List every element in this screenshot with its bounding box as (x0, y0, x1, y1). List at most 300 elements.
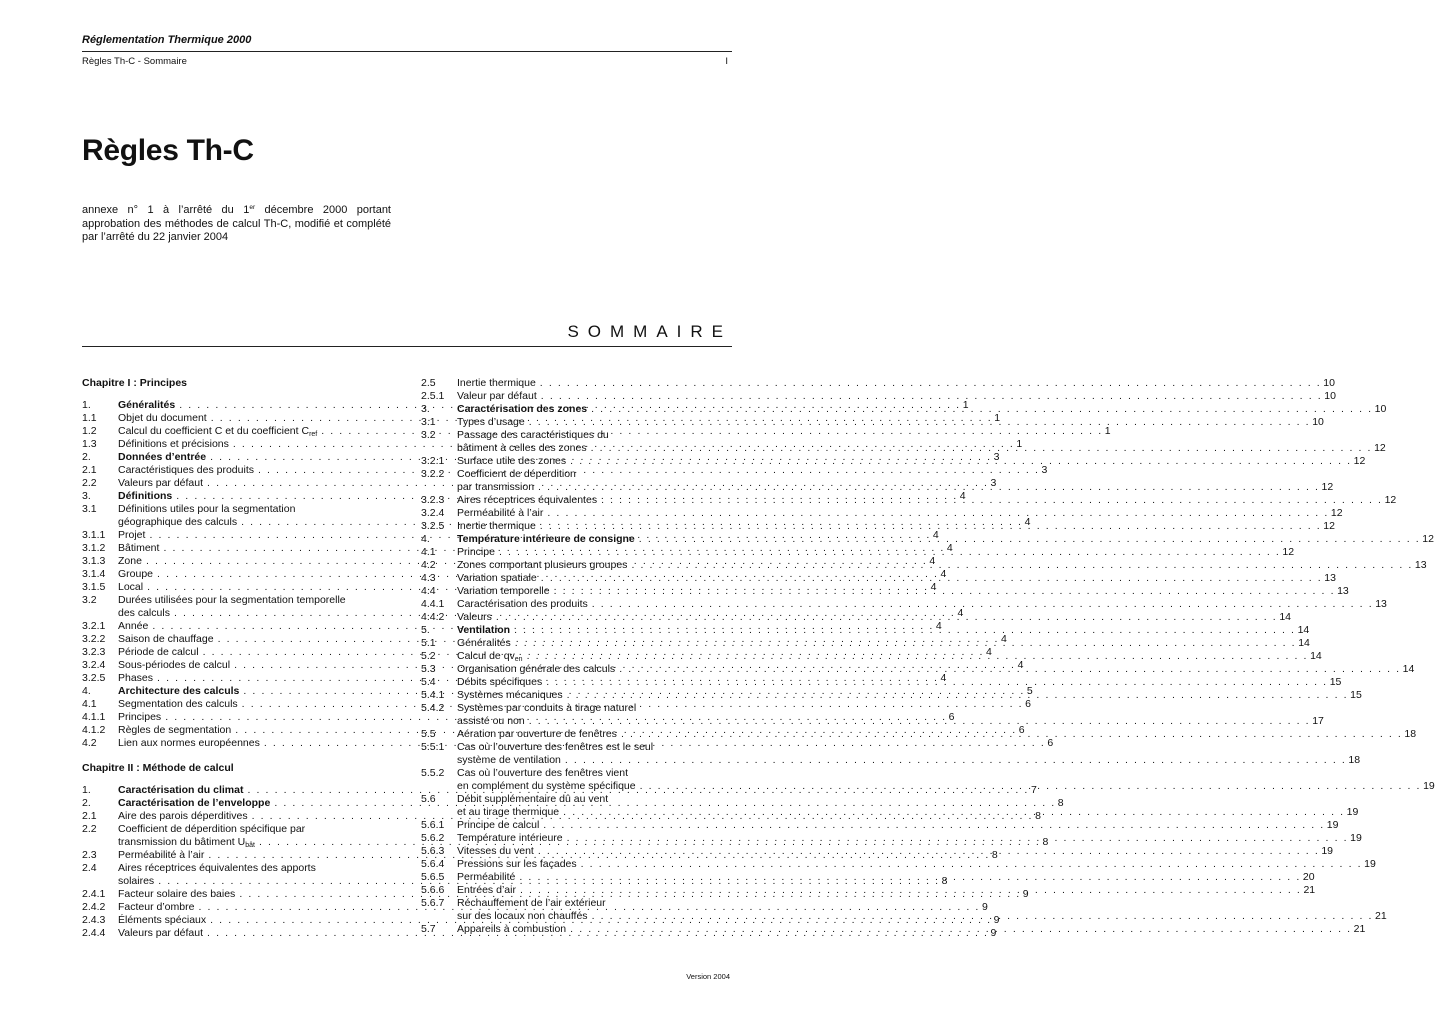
toc-entry-number (421, 442, 457, 455)
toc-leader-dots (510, 624, 1297, 637)
toc-entry-text: géographique des calculs (118, 516, 238, 528)
toc-entry-text: Pressions sur les façades (457, 858, 577, 870)
chapter-2-heading: Chapitre II : Méthode de calcul (82, 762, 234, 774)
toc-entry-text: Appareils à combustion (457, 923, 567, 935)
toc-leader-dots (492, 611, 1279, 624)
toc-entry-text: par transmission (457, 481, 535, 493)
toc-entry-label (457, 455, 566, 468)
toc-entry-number: 1.2 (82, 425, 97, 437)
toc-entry-number: 3.2.3 (421, 494, 445, 506)
toc-entry-number (82, 875, 118, 888)
toc-entry-label (457, 767, 730, 780)
toc-entry-text: Vitesses du vent (457, 845, 534, 857)
toc-entry-label (118, 823, 389, 836)
toc-entry-page: 4 (957, 607, 964, 619)
toc-entry-number: 5.6.7 (421, 897, 445, 909)
toc-entry[interactable] (421, 910, 1387, 923)
toc-entry-number: 4.1 (82, 698, 97, 710)
toc-entry-number (82, 516, 118, 529)
toc-entry[interactable] (421, 806, 1359, 819)
toc-entry-number: 2.4.3 (82, 914, 106, 926)
toc-entry-label (118, 529, 145, 542)
toc-entry-text: Généralités (457, 637, 511, 649)
toc-entry-label (118, 797, 270, 810)
toc-entry-label (118, 451, 206, 464)
toc-entry[interactable] (421, 689, 1362, 702)
toc-entry-text: Architecture des calculs (118, 685, 240, 697)
toc-entry-label (457, 377, 536, 390)
toc-entry-text: Température intérieure (457, 832, 563, 844)
toc-leader-dots (516, 884, 1303, 897)
toc-entry-number: 2.4.1 (82, 888, 106, 900)
toc-entry-text: Principe (457, 546, 495, 558)
toc-entry-label (457, 923, 566, 936)
toc-entry-label (457, 520, 536, 533)
toc-entry[interactable] (421, 455, 1366, 468)
toc-entry-label (457, 754, 561, 767)
toc-entry-label (457, 468, 730, 481)
toc-entry[interactable] (421, 585, 1349, 598)
intro-superscript: er (249, 204, 256, 211)
toc-entry-text: Types d’usage (457, 416, 525, 428)
toc-entry-number: 3.2.1 (82, 620, 106, 632)
chapter-1-heading: Chapitre I : Principes (82, 377, 188, 389)
toc-entry-label (118, 646, 199, 659)
toc-entry[interactable] (421, 728, 1417, 741)
toc-entry[interactable] (421, 559, 1427, 572)
toc-entry[interactable] (421, 481, 1334, 494)
toc-entry-label (457, 832, 563, 845)
toc-entry[interactable] (421, 676, 1342, 689)
toc-entry-page: 19 (1326, 819, 1339, 831)
toc-entry-page: 4 (1001, 633, 1007, 645)
toc-entry[interactable] (421, 663, 1415, 676)
toc-entry-page: 10 (1312, 416, 1324, 428)
toc-entry-label (118, 724, 231, 737)
toc-entry-number: 3.2.2 (421, 468, 445, 480)
toc-entry-text: Température intérieure de consigne (457, 533, 635, 545)
toc-entry-label (457, 910, 588, 923)
toc-entry-text: Systèmes par conduits à tirage naturel (457, 702, 637, 714)
toc-entry-label (457, 819, 539, 832)
toc-entry-number: 3.2.2 (82, 633, 106, 645)
toc-entry-label (457, 416, 525, 429)
toc-entry-text: Local (118, 581, 144, 593)
document-title: Règles Th-C (82, 134, 254, 167)
toc-entry-number: 5.1 (421, 637, 436, 649)
toc-entry-text: Aires réceptrices équivalentes (457, 494, 598, 506)
toc-entry-page: 19 (1346, 806, 1359, 818)
toc-entry[interactable] (82, 823, 389, 836)
toc-entry-text: Données d’entrée (118, 451, 207, 463)
toc-list-continued (421, 377, 1435, 936)
toc-entry[interactable] (421, 897, 730, 910)
toc-entry-number: 5.5.1 (421, 741, 445, 753)
toc-leader-dots (588, 598, 1375, 611)
toc-entry-text: Valeurs (457, 611, 492, 623)
toc-leader-dots (559, 806, 1346, 819)
toc-entry-label (118, 888, 235, 901)
toc-entry-number: 2.5.1 (421, 390, 445, 402)
toc-leader-dots (539, 819, 1326, 832)
toc-entry-label (118, 490, 172, 503)
toc-entry-page: 21 (1303, 884, 1316, 896)
toc-entry[interactable] (421, 767, 730, 780)
toc-entry-page: 21 (1353, 923, 1366, 935)
toc-entry-text: Valeurs par défaut (118, 477, 204, 489)
toc-entry-label (457, 611, 492, 624)
toc-entry[interactable] (421, 832, 1362, 845)
toc-leader-dots (561, 754, 1348, 767)
toc-entry-number: 4. (82, 685, 91, 697)
toc-entry-label (457, 676, 542, 689)
toc-entry-text: Caractérisation des produits (457, 598, 588, 610)
toc-entry-number (421, 780, 457, 793)
toc-entry-page: 9 (993, 914, 1000, 926)
version-footer: Version 2004 (686, 972, 730, 981)
toc-entry-page: 6 (1018, 724, 1025, 736)
toc-entry-text: Organisation générale des calculs (457, 663, 616, 675)
header-rule (82, 51, 732, 52)
toc-leader-dots (536, 520, 1323, 533)
toc-entry-number (421, 806, 457, 819)
toc-entry-page: 3 (990, 477, 997, 489)
toc-entry-page: 10 (1374, 403, 1387, 415)
toc-entry-page: 15 (1350, 689, 1362, 701)
toc-entry-label (118, 503, 389, 516)
toc-entry-text: Caractéristiques des produits (118, 464, 254, 476)
toc-entry-number: 1.1 (82, 412, 97, 424)
toc-leader-dots (515, 871, 1302, 884)
toc-entry-label (457, 403, 587, 416)
toc-entry[interactable] (421, 871, 1315, 884)
toc-entry-text: Ventilation (457, 624, 511, 636)
toc-entry-page: 8 (991, 849, 998, 861)
toc-entry-label (118, 581, 143, 594)
toc-entry-text: Zones comportant plusieurs groupes (457, 559, 628, 571)
toc-entry-page: 9 (990, 927, 997, 939)
toc-entry-label (118, 464, 254, 477)
running-header-title: Réglementation Thermique 2000 (82, 34, 252, 46)
toc-entry-text: Caractérisation du climat (118, 784, 244, 796)
toc-entry-label (457, 494, 597, 507)
toc-leader-dots (597, 494, 1384, 507)
toc-entry-label (457, 390, 537, 403)
toc-entry-text: Aération par ouverture de fenêtres (457, 728, 617, 740)
toc-entry-number: 4.1.2 (82, 724, 106, 736)
toc-entry-page: 15 (1329, 676, 1342, 688)
toc-entry-page: 4 (986, 646, 992, 658)
toc-entry-page: 1 (1104, 425, 1111, 437)
toc-entry-number: 4.2 (421, 559, 436, 571)
toc-entry-page: 9 (1022, 888, 1029, 900)
toc-entry-page: 3 (1041, 464, 1048, 476)
toc-entry-text: Facteur d’ombre (118, 901, 195, 913)
toc-entry-number: 2.3 (82, 849, 97, 861)
toc-right-column (421, 377, 1435, 936)
toc-entry-text: système de ventilation (457, 754, 561, 766)
toc-entry[interactable] (421, 754, 1361, 767)
toc-entry[interactable] (421, 819, 1339, 832)
toc-entry-text: bâtiment à celles des zones (457, 442, 587, 454)
toc-entry-number: 3.1 (82, 503, 97, 515)
toc-entry-number: 1. (82, 784, 91, 796)
toc-entry-page: 14 (1297, 624, 1310, 636)
toc-entry[interactable] (421, 650, 1322, 663)
toc-entry-text: Perméabilité à l’air (457, 507, 544, 519)
toc-entry[interactable] (421, 715, 1324, 728)
toc-leader-dots (587, 442, 1374, 455)
toc-entry-text: Zone (118, 555, 142, 567)
toc-entry-number (421, 715, 457, 728)
toc-entry-label (457, 689, 563, 702)
toc-entry-label (118, 477, 203, 490)
toc-leader-dots (627, 559, 1414, 572)
toc-entry[interactable] (421, 793, 730, 806)
toc-entry-number: 3.2.4 (82, 659, 106, 671)
toc-leader-dots (550, 585, 1337, 598)
toc-entry[interactable] (421, 702, 730, 715)
toc-entry[interactable] (82, 503, 389, 516)
toc-entry-number: 2.4.4 (82, 927, 106, 939)
toc-entry-number: 4.4.2 (421, 611, 445, 623)
toc-entry-page: 12 (1330, 507, 1343, 519)
toc-entry-label (118, 672, 153, 685)
toc-entry-text: en complément du système spécifique (457, 780, 636, 792)
toc-entry-label (118, 784, 243, 797)
sommaire-rule (82, 346, 732, 347)
toc-entry-text: Perméabilité (457, 871, 516, 883)
toc-entry-number: 3. (82, 490, 91, 502)
toc-entry-page: 1 (962, 399, 969, 411)
toc-entry[interactable] (82, 594, 389, 607)
toc-entry-label (118, 737, 260, 750)
toc-entry-number (82, 607, 118, 620)
toc-entry[interactable] (82, 862, 389, 875)
toc-entry-text: transmission du bâtiment U (118, 836, 246, 848)
toc-entry-label (457, 624, 510, 637)
toc-entry[interactable] (421, 416, 1324, 429)
toc-entry[interactable] (421, 572, 1336, 585)
toc-entry-page: 4 (940, 568, 947, 580)
toc-entry[interactable] (421, 611, 1291, 624)
toc-entry-label (457, 650, 523, 663)
toc-entry[interactable] (421, 494, 1397, 507)
toc-entry-number: 2.5 (421, 377, 436, 389)
toc-entry-page: 5 (1026, 685, 1033, 697)
toc-entry-page: 19 (1423, 780, 1435, 792)
toc-leader-dots (537, 572, 1324, 585)
toc-entry-page: 8 (1042, 836, 1049, 848)
toc-entry-text: sur des locaux non chauffés (457, 910, 588, 922)
toc-leader-dots (523, 650, 1310, 663)
toc-entry-number: 5.5 (421, 728, 436, 740)
toc-entry-label (118, 810, 248, 823)
toc-entry-label (118, 927, 203, 940)
toc-entry-number: 3.2.3 (82, 646, 106, 658)
toc-leader-dots (635, 533, 1422, 546)
toc-entry[interactable] (421, 429, 730, 442)
toc-entry[interactable] (421, 923, 1366, 936)
toc-entry-text: et au tirage thermique (457, 806, 560, 818)
toc-entry-label (457, 637, 511, 650)
toc-entry-label (457, 728, 617, 741)
toc-entry[interactable] (421, 546, 1295, 559)
toc-entry-page: 14 (1402, 663, 1415, 675)
toc-entry-label (457, 585, 550, 598)
toc-entry-subscript: ref (309, 431, 318, 438)
toc-entry-page: 4 (930, 581, 937, 593)
toc-leader-dots (534, 845, 1321, 858)
toc-entry-label (118, 698, 238, 711)
toc-entry[interactable] (421, 403, 1387, 416)
toc-entry-number (421, 754, 457, 767)
toc-entry-text: Bâtiment (118, 542, 160, 554)
toc-entry-number: 4.4 (421, 585, 436, 597)
toc-entry-text: Principes (118, 711, 162, 723)
toc-entry-page: 4 (940, 672, 947, 684)
toc-entry[interactable] (421, 533, 1434, 546)
toc-entry[interactable] (421, 442, 1386, 455)
toc-entry-page: 12 (1422, 533, 1434, 545)
toc-entry-text: Définitions et précisions (118, 438, 229, 450)
toc-entry-number: 4.1 (421, 546, 436, 558)
toc-entry-text: Coefficient de déperdition spécifique par (118, 823, 306, 835)
document-intro (82, 204, 391, 245)
toc-entry-number: 5.3 (421, 663, 436, 675)
toc-entry-label (457, 702, 730, 715)
toc-entry-number: 3.2.5 (82, 672, 106, 684)
toc-entry-label (457, 546, 495, 559)
toc-entry-label (457, 897, 730, 910)
toc-entry-label (118, 516, 237, 529)
toc-entry[interactable] (421, 858, 1376, 871)
toc-entry-page: 1 (994, 412, 1001, 424)
toc-entry-label (457, 559, 627, 572)
toc-entry-number: 5.6 (421, 793, 436, 805)
toc-entry-page: 9 (981, 901, 988, 913)
toc-leader-dots (511, 637, 1298, 650)
toc-entry-page: 10 (1323, 377, 1335, 389)
toc-entry-number: 3.2 (82, 594, 97, 606)
toc-entry-page: 17 (1312, 715, 1324, 727)
toc-entry-label (118, 555, 142, 568)
toc-entry[interactable] (421, 377, 1335, 390)
toc-entry[interactable] (421, 637, 1310, 650)
toc-entry-page: 14 (1279, 611, 1291, 623)
toc-entry-text: Facteur solaire des baies (118, 888, 236, 900)
intro-text-b: décembre 2000 portant approbation des méthodes de calcul Th-C, modifié et complété par l’arrêté du 22 janvier 2004 (82, 204, 391, 243)
toc-entry-number: 3.1.2 (82, 542, 106, 554)
toc-entry-page: 14 (1298, 637, 1310, 649)
toc-entry-label (457, 481, 534, 494)
toc-entry-text: Débits spécifiques (457, 676, 543, 688)
toc-entry[interactable] (421, 507, 1343, 520)
toc-entry[interactable] (421, 624, 1310, 637)
toc-entry-page: 21 (1375, 910, 1387, 922)
toc-entry-label (118, 438, 229, 451)
toc-entry-number: 5.6.4 (421, 858, 445, 870)
toc-leader-dots (537, 390, 1324, 403)
toc-entry-text: Sous-périodes de calcul (118, 659, 231, 671)
toc-entry-page: 6 (1047, 737, 1054, 749)
toc-entry[interactable] (421, 468, 730, 481)
toc-entry-text: Réchauffement de l’air extérieur (457, 897, 606, 909)
toc-entry-page: 3 (993, 451, 1000, 463)
toc-leader-dots (566, 455, 1353, 468)
toc-entry-label (118, 607, 170, 620)
toc-entry-page: 4 (1024, 516, 1031, 528)
toc-entry-number: 5.7 (421, 923, 436, 935)
toc-entry-number: 4.3 (421, 572, 436, 584)
toc-entry-label (457, 884, 516, 897)
toc-entry[interactable] (421, 390, 1336, 403)
toc-entry-page: 12 (1374, 442, 1386, 454)
toc-entry-label (457, 858, 577, 871)
toc-entry[interactable] (421, 884, 1316, 897)
toc-leader-dots (534, 481, 1321, 494)
toc-leader-dots (536, 377, 1323, 390)
toc-entry-page: 19 (1364, 858, 1376, 870)
toc-entry[interactable] (421, 845, 1334, 858)
toc-leader-dots (525, 416, 1312, 429)
toc-entry-text: Saison de chauffage (118, 633, 214, 645)
page-number: I (725, 56, 728, 67)
toc-entry-text: Période de calcul (118, 646, 199, 658)
toc-entry-text: Surface utile des zones (457, 455, 567, 467)
toc-entry-subscript: en (514, 656, 523, 663)
toc-entry-number: 5.2 (421, 650, 436, 662)
toc-entry-label (118, 568, 153, 581)
toc-leader-dots (577, 858, 1364, 871)
toc-entry-page: 12 (1282, 546, 1295, 558)
toc-entry-text: Calcul de qv (457, 650, 515, 662)
toc-entry[interactable] (421, 598, 1387, 611)
toc-entry[interactable] (421, 520, 1335, 533)
toc-entry[interactable] (421, 741, 730, 754)
toc-entry-number: 3.2.1 (421, 455, 445, 467)
toc-entry[interactable] (421, 780, 1435, 793)
toc-entry-text: Règles de segmentation (118, 724, 232, 736)
toc-entry-text: Lien aux normes européennes (118, 737, 260, 749)
toc-entry-number: 5.4.1 (421, 689, 445, 701)
toc-entry-label (457, 715, 525, 728)
toc-entry-text: Définitions (118, 490, 173, 502)
toc-entry-label (457, 663, 615, 676)
toc-entry-text: Segmentation des calculs (118, 698, 238, 710)
toc-entry-label (118, 836, 255, 849)
toc-entry-page: 4 (959, 490, 966, 502)
toc-entry-text: Aires réceptrices équivalentes des apports (118, 862, 316, 874)
toc-entry-page: 12 (1353, 455, 1366, 467)
toc-entry-number: 5. (421, 624, 430, 636)
toc-entry-label (118, 862, 389, 875)
toc-leader-dots (542, 676, 1329, 689)
toc-entry-number: 2.2 (82, 823, 97, 835)
toc-entry-label (118, 685, 239, 698)
toc-entry-number: 3.2 (421, 429, 436, 441)
toc-entry-number: 3.1.5 (82, 581, 106, 593)
toc-entry-text: Variation temporelle (457, 585, 550, 597)
toc-entry-number: 5.4.2 (421, 702, 445, 714)
toc-entry-label (118, 633, 214, 646)
toc-entry-text: Groupe (118, 568, 154, 580)
toc-entry-number: 5.6.1 (421, 819, 445, 831)
toc-entry-label (457, 572, 537, 585)
toc-entry-label (457, 598, 588, 611)
toc-entry-page: 12 (1384, 494, 1397, 506)
toc-entry-page: 8 (1057, 797, 1064, 809)
